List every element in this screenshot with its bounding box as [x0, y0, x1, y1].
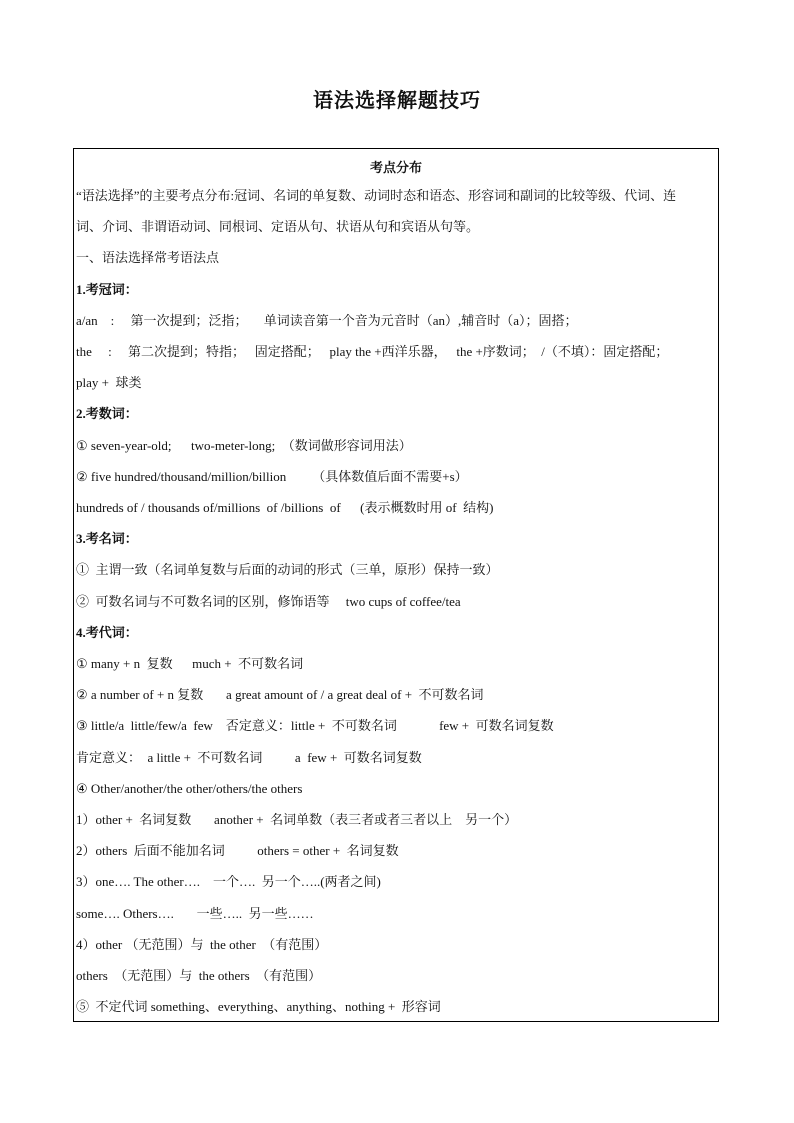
section-heading: 1.考冠词： — [76, 282, 138, 297]
text-line: 4）other （无范围）与 the other （有范围） — [76, 937, 328, 952]
section-heading: 3.考名词： — [76, 531, 138, 546]
text-line: ② a number of + n 复数 a great amount of / a great deal of + 不可数名词 — [76, 687, 484, 702]
text-line: some…. Others…. 一些….. 另一些…… — [76, 906, 314, 921]
text-line: others （无范围）与 the others （有范围） — [76, 968, 322, 983]
text-line: 2）others 后面不能加名词 others = other + 名词复数 — [76, 843, 399, 858]
text-line: ② five hundred/thousand/million/billion （具体数值后面不需要+s） — [76, 469, 468, 484]
text-line: ④ Other/another/the other/others/the others — [76, 781, 303, 796]
section-subtitle: 考点分布 — [369, 160, 422, 175]
text-line: a/an : 第一次提到；泛指； 单词读音第一个音为元音时（an）,辅音时（a）；固搭； — [76, 313, 578, 328]
section-heading: 4.考代词： — [76, 625, 138, 640]
text-line: 1）other + 名词复数 another + 名词单数（表三者或者三者以上 另一个） — [76, 812, 518, 827]
text-line: 一、语法选择常考语法点 — [76, 250, 220, 265]
text-line: 3）one…. The other…. 一个…. 另一个…..(两者之间) — [76, 874, 381, 889]
section-heading: 2.考数词： — [76, 406, 138, 421]
page-title: 语法选择解题技巧 — [313, 90, 481, 112]
text-line: ③ little/a little/few/a few 否定意义：little + 不可数名词 few + 可数名词复数 — [76, 718, 554, 733]
text-line: ① seven-year-old; two-meter-long; （数词做形容词用法） — [76, 438, 412, 453]
text-line: 肯定意义： a little + 不可数名词 a few + 可数名词复数 — [76, 750, 422, 765]
text-line: hundreds of / thousands of/millions of /billions of (表示概数时用 of 结构) — [76, 500, 494, 515]
text-line: 词、介词、非谓语动词、同根词、定语从句、状语从句和宾语从句等。 — [76, 219, 480, 234]
text-line: play + 球类 — [76, 375, 142, 390]
text-line: ① many + n 复数 much + 不可数名词 — [76, 656, 304, 671]
text-line: “语法选择”的主要考点分布:冠词、名词的单复数、动词时态和语态、形容词和副词的比较等级、代词、连 — [76, 188, 677, 203]
text-line: ② 可数名词与不可数名词的区别，修饰语等 two cups of coffee/tea — [76, 594, 461, 609]
text-line: ⑤ 不定代词 something、everything、anything、nothing + 形容词 — [76, 999, 441, 1014]
text-line: ① 主谓一致（名词单复数与后面的动词的形式（三单，原形）保持一致） — [76, 562, 499, 577]
text-line: the : 第二次提到；特指； 固定搭配； play the +西洋乐器， the +序数词； /（不填）：固定搭配； — [76, 344, 669, 359]
